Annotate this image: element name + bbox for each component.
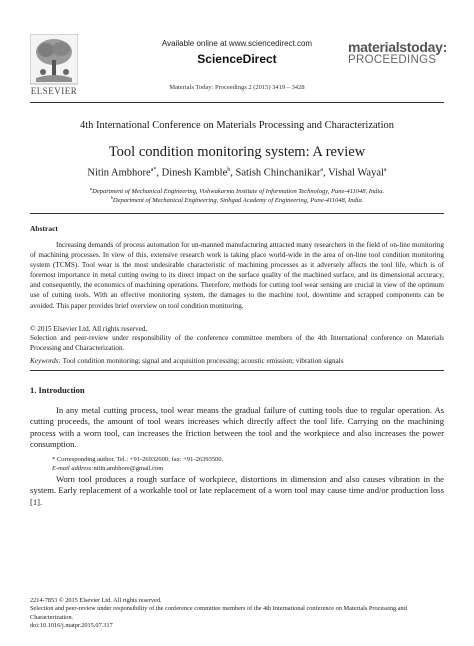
copyright-line: © 2015 Elsevier Ltd. All rights reserved. bbox=[30, 325, 148, 333]
author-list: Nitin Ambhore$^{a*}$, Dinesh Kamble$^b$, Satish Chinchanikar$^a$, Vishal Wayal$^a$ bbox=[87, 167, 387, 179]
keywords-line bbox=[30, 356, 444, 366]
author-name: Nitin Ambhore bbox=[87, 167, 151, 179]
email-label: E-mail address: bbox=[52, 465, 94, 472]
intro-paragraph-1: In any metal cutting process, tool wear means the gradual failure of cutting tools due to regular operation. As cutting proceeds, the amount of tool wears increases which directly affect the tool life. Carrying on the machining process with a worn tool, can increases the friction between the tool and the workpiece and also increases the power consumption. bbox=[30, 405, 444, 450]
elsevier-wordmark: ELSEVIER bbox=[30, 86, 78, 96]
author-sup: b bbox=[227, 167, 231, 173]
abstract-peer-review: Selection and peer-review under responsibility of the conference committee members of the 4th International conference on Materials Processing and Characterization. bbox=[30, 334, 444, 353]
header-rule bbox=[30, 102, 444, 103]
mt-logo-bottom: PROCEEDINGS bbox=[348, 54, 437, 66]
author-sup: a* bbox=[150, 167, 157, 173]
mt-logo-top: materialstoday: bbox=[348, 39, 447, 55]
abstract-top-rule bbox=[30, 213, 444, 214]
footer-issn: 2214-7853 © 2015 Elsevier Ltd. All rights reserved. bbox=[30, 597, 162, 604]
section-heading: 1. Introduction bbox=[30, 385, 85, 395]
abstract-text: Increasing demands of process automation for un-manned manufacturing attracted many researchers in the field of on-line monitoring of machining processes. In view of this, extensive research work is taking place world-wide in the area of on-line tool condition monitoring system (TCMS). Tool wear is the most undesirable characteristic of machining processes as it adversely affects the tool life, which is of foremost importance in metal cutting owing to its direct impact on the surface quality of the machined surface, and its dimensional accuracy, and consequently, the economics of machining operations. Therefore, methods for cutting tool wear sensing are crucial in view of the optimum use of cutting tools. With an effective monitoring system, the damages to the machine tool, downtime and scrapped components can be avoided. This paper provides brief overview on tool condition monitoring. bbox=[30, 241, 444, 310]
author-sup: a bbox=[383, 167, 387, 173]
author-sup: a bbox=[320, 167, 324, 173]
author-name: Vishal Wayal bbox=[328, 167, 384, 179]
author-name: Dinesh Kamble bbox=[161, 167, 228, 179]
footer-doi: doi:10.1016/j.matpr.2015.07.317 bbox=[30, 622, 113, 629]
email-note bbox=[52, 464, 444, 473]
author-name: Satish Chinchanikar bbox=[235, 167, 321, 179]
sciencedirect-logo: ScienceDirect bbox=[197, 52, 277, 66]
affiliation-text: Department of Mechanical Engineering, Sinhgad Academy of Engineering, Pune-411048, India. bbox=[112, 197, 364, 205]
affiliation-a bbox=[0, 186, 474, 195]
affiliation-text: Department of Mechanical Engineering, Vishwakarma Institute of Information Technology, Pune-411048, India. bbox=[92, 188, 385, 196]
journal-reference: Materials Today: Proceedings 2 (2015) 3419 – 3428 bbox=[169, 84, 305, 91]
available-online-text: Available online at www.sciencedirect.com bbox=[161, 39, 313, 48]
intro-paragraph-2: Worn tool produces a rough surface of workpiece, distortions in dimension and also causes vibration in the system. Early replacement of a workable tool or late replacement of a worn tool may cause time and/or production loss [1]. bbox=[30, 474, 444, 507]
affiliation-b bbox=[0, 195, 474, 204]
affiliation-sup: a bbox=[89, 186, 93, 191]
paper-title: Tool condition monitoring system: A review bbox=[108, 144, 366, 160]
keywords-label: Keywords: bbox=[30, 357, 61, 365]
materials-today-logo bbox=[348, 40, 448, 67]
corresponding-author-note: * Corresponding author. Tel.: +91-26932600; fax: +91-26393500. bbox=[52, 456, 224, 463]
keywords-text: Tool condition monitoring; signal and acquisition processing; acoustic emission; vibration signals bbox=[62, 357, 344, 365]
conference-name: 4th International Conference on Materials Processing and Characterization bbox=[79, 120, 394, 131]
email-address: nitin.ambhore@gmail.com bbox=[93, 465, 164, 472]
footer-peer-review: Selection and peer-review under responsibility of the conference committee members of the 4th International conference on Materials Processing and Characterization. bbox=[30, 605, 407, 621]
abstract-bottom-rule bbox=[30, 370, 444, 371]
affiliation-sup: b bbox=[110, 195, 113, 200]
abstract-heading: Abstract bbox=[30, 224, 58, 233]
